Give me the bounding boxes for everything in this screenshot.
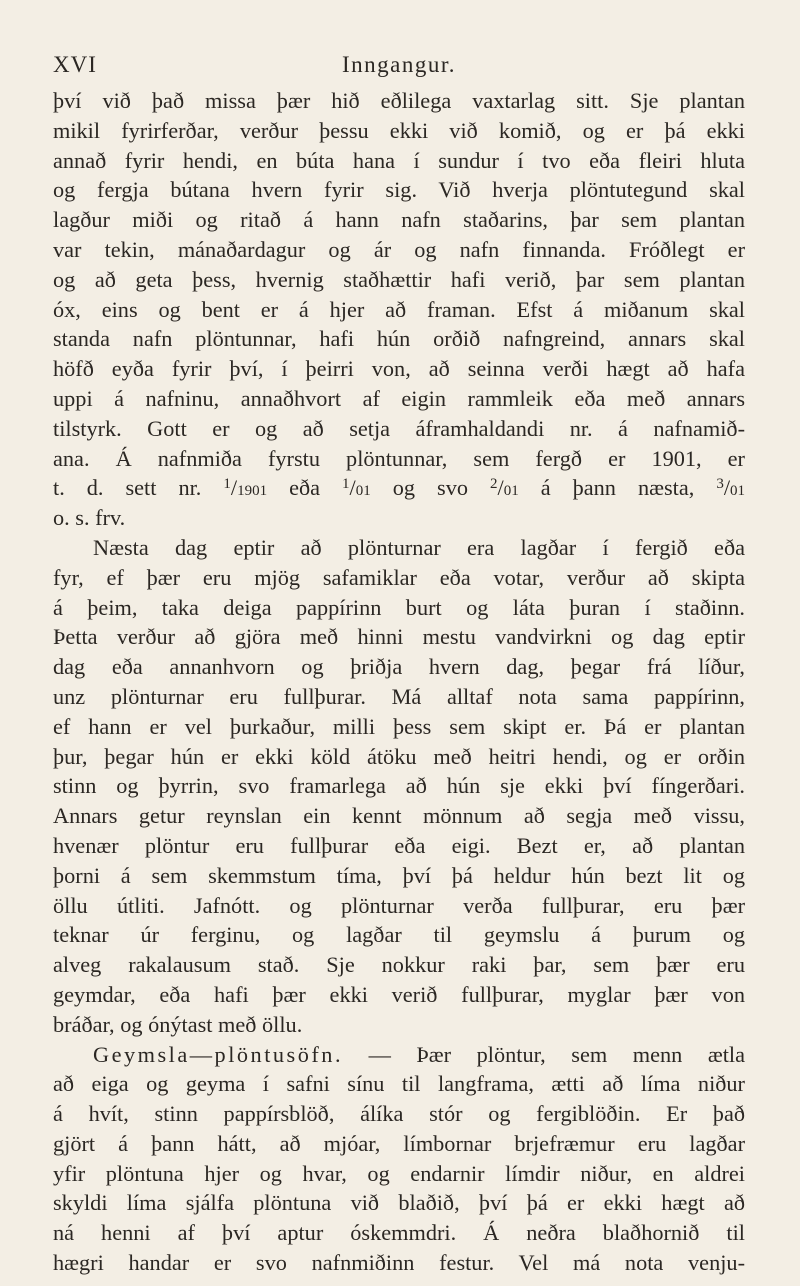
text-line: óx, eins og bent er á hjer að framan. Efst á miðanum skal bbox=[53, 296, 745, 322]
text-line: annað fyrir hendi, en búta hana í sundur í tvo eða fleiri hluta bbox=[53, 147, 745, 173]
page-header bbox=[53, 0, 745, 86]
text-line: öllu útliti. Jafnótt. og plönturnar verða fullþurar, eru þær bbox=[53, 892, 745, 918]
text-line: unz plönturnar eru fullþurar. Má alltaf nota sama pappírinn, bbox=[53, 683, 745, 709]
text-line: var tekin, mánaðardagur og ár og nafn finnanda. Fróðlegt er bbox=[53, 236, 745, 262]
text-line: Annars getur reynslan ein kennt mönnum að segja með vissu, bbox=[53, 803, 745, 829]
paragraph-end-line: bráðar, og ónýtast með öllu. bbox=[53, 1011, 303, 1037]
text-line: Næsta dag eptir að plönturnar era lagðar í fergið eða bbox=[93, 534, 745, 560]
text-line: ana. Á nafnmiða fyrstu plöntunnar, sem fergð er 1901, er bbox=[53, 445, 745, 471]
text-line: geymdar, eða hafi þær ekki verið fullþurar, myglar þær von bbox=[53, 981, 745, 1007]
text-line: teknar úr ferginu, og lagðar til geymslu á þurum og bbox=[53, 922, 745, 948]
text-line: á hvít, stinn pappírsblöð, álíka stór og fergiblöðin. Er það bbox=[53, 1101, 745, 1127]
text-line: ná henni af því aptur óskemmdri. Á neðra blaðhornið til bbox=[53, 1220, 745, 1246]
text-line: dag eða annanhvorn og þriðja hvern dag, þegar frá líður, bbox=[53, 654, 745, 680]
fraction-line-text: á þann næsta, bbox=[518, 475, 717, 501]
text-line: því við það missa þær hið eðlilega vaxtarlag sitt. Sje plantan bbox=[53, 88, 745, 113]
text-line: stinn og þyrrin, svo framarlega að hún sje ekki því fíngerðari. bbox=[53, 773, 745, 799]
text-line: tilstyrk. Gott er og að setja áframhaldandi nr. á nafnamið- bbox=[53, 415, 745, 441]
text-line: að eiga og geyma í safni sínu til langframa, ætti að líma niður bbox=[53, 1071, 745, 1097]
section-heading: Geymsla—plöntusöfn. bbox=[93, 1041, 344, 1067]
section-heading-line bbox=[53, 1040, 745, 1070]
fraction-denominator: 01 bbox=[355, 483, 371, 500]
fraction-denominator: 01 bbox=[730, 483, 746, 500]
text-line: á þeim, taka deiga pappírinn burt og láta þuran í staðinn. bbox=[53, 594, 745, 620]
fraction-numerator: 1 bbox=[223, 476, 231, 493]
text-line: höfð eyða fyrir því, í þeirri von, að seinna verði hægt að hafa bbox=[53, 356, 745, 382]
text-line: hvenær plöntur eru fullþurar eða eigi. Bezt er, að plantan bbox=[53, 832, 745, 858]
text-line: skyldi líma sjálfa plöntuna við blaðið, því þá er ekki hægt að bbox=[53, 1190, 745, 1216]
text-line: hægri handar er svo nafnmiðinn festur. Vel má nota venju- bbox=[53, 1250, 745, 1276]
text-line: og að geta þess, hvernig staðhættir hafi verið, þar sem plantan bbox=[53, 266, 745, 292]
fraction-line: t. d. sett nr. $^1$/1901 eða $^1$/01 og svo $^2$/01 á þann næsta, $^3$/01 bbox=[53, 475, 746, 501]
fraction-line-text: og svo bbox=[370, 475, 491, 501]
text-line: og fergja bútana hvern fyrir sig. Við hverja plöntutegund skal bbox=[53, 177, 745, 203]
text-line: lagður miði og ritað á hann nafn staðarins, þar sem plantan bbox=[53, 207, 745, 233]
text-line: þur, þegar hún er ekki köld átöku með heitri hendi, og er orðin bbox=[53, 743, 745, 769]
text-line: þorni á sem skemmstum tíma, því þá heldur hún bezt lit og bbox=[53, 862, 745, 888]
fraction-numerator: 3 bbox=[716, 476, 724, 493]
text-line: standa nafn plöntunnar, hafi hún orðið nafngreind, annars skal bbox=[53, 326, 745, 352]
text-line: mikil fyrirferðar, verður þessu ekki við komið, og er þá ekki bbox=[53, 117, 745, 143]
section-heading-continuation: — Þær plöntur, sem menn ætla bbox=[343, 1041, 745, 1067]
text-line: fyr, ef þær eru mjög safamiklar eða votar, verður að skipta bbox=[53, 564, 745, 590]
fraction-numerator: 2 bbox=[490, 476, 498, 493]
fraction-line-text: eða bbox=[267, 475, 343, 501]
fraction-line-prefix: t. d. sett nr. bbox=[53, 475, 224, 501]
fraction-numerator: 1 bbox=[342, 476, 350, 493]
body-text bbox=[53, 86, 745, 1278]
text-line: ef hann er vel þurkaður, milli þess sem skipt er. Þá er plantan bbox=[53, 713, 745, 739]
paragraph-end-line: o. s. frv. bbox=[53, 505, 126, 531]
fraction-denominator: 01 bbox=[503, 483, 519, 500]
text-line: alveg rakalausum stað. Sje nokkur raki þar, sem þær eru bbox=[53, 952, 745, 978]
running-head: Inngangur. bbox=[341, 52, 456, 77]
text-line: yfir plöntuna hjer og hvar, og endarnir límdir niður, en aldrei bbox=[53, 1160, 745, 1186]
text-line: uppi á nafninu, annaðhvort af eigin rammleik eða með annars bbox=[53, 385, 745, 411]
text-line: Þetta verður að gjöra með hinni mestu vandvirkni og dag eptir bbox=[53, 624, 745, 650]
page-number: XVI bbox=[53, 52, 97, 77]
fraction-denominator: 1901 bbox=[237, 483, 268, 500]
text-line: gjört á þann hátt, að mjóar, límbornar brjefræmur eru lagðar bbox=[53, 1130, 745, 1156]
